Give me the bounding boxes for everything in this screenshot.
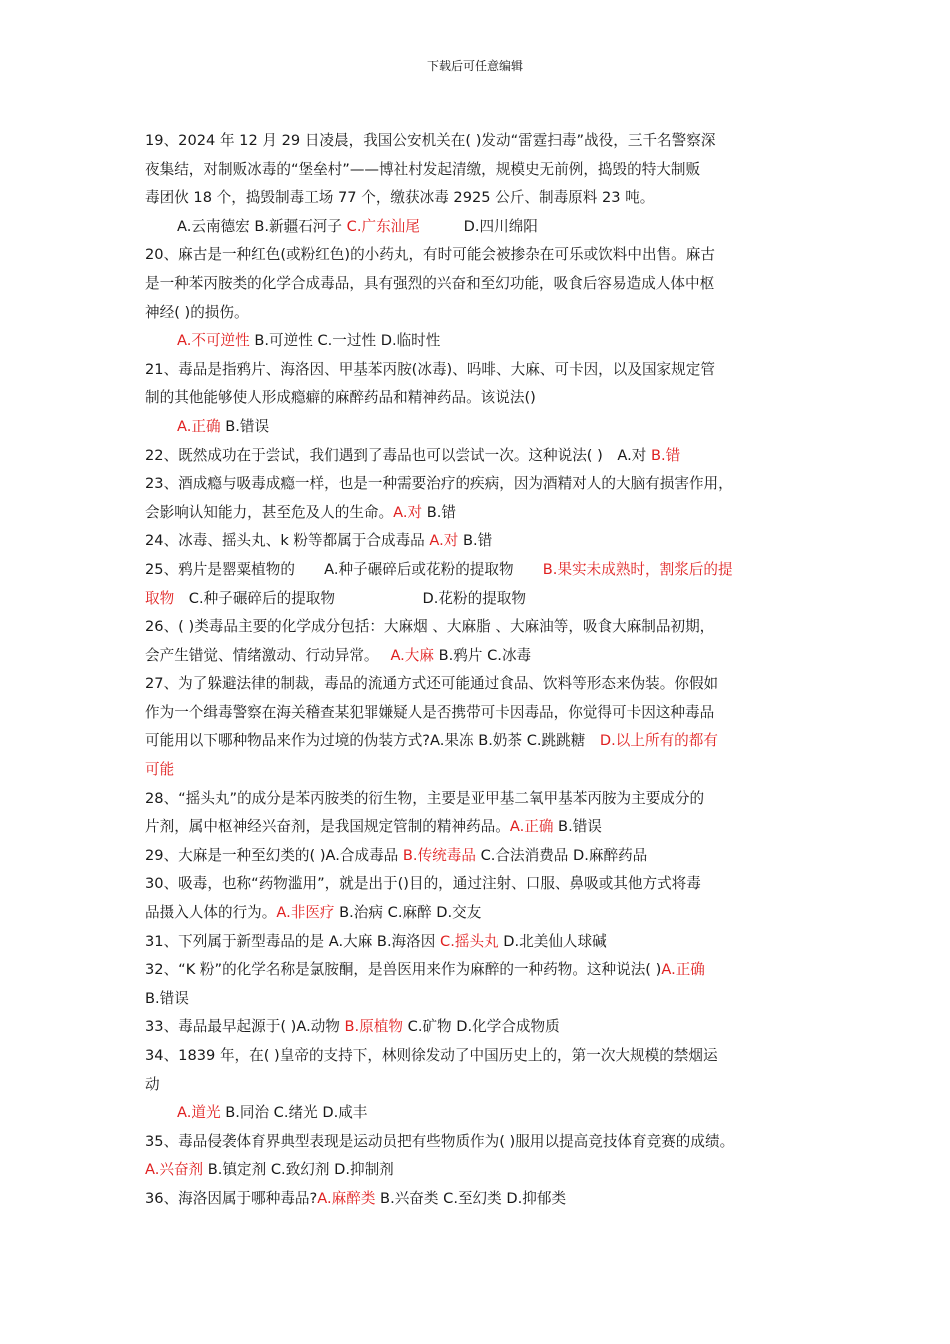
text-segment: B.同治 C.绪光 D.咸丰 [220,1104,368,1122]
text-segment: 35、毒品侵袭体育界典型表现是运动员把有些物质作为( )服用以提高竞技体育竞赛的成绩。 [145,1132,735,1150]
text-segment: B.错误 [553,818,602,836]
text-line [145,1042,817,1071]
text-line [145,1156,817,1185]
answer-highlight: 取物 [145,589,175,607]
text-segment: A.云南德宏 B.新疆石河子 [177,217,347,235]
text-line [145,699,817,728]
text-line [145,813,817,842]
text-segment: 36、海洛因属于哪种毒品? [145,1189,318,1207]
text-line [145,870,817,899]
answer-highlight: A.麻醉类 [317,1189,376,1207]
answer-highlight: C.广东汕尾 [346,217,420,235]
text-segment: B.镇定剂 C.致幻剂 D.抑制剂 [203,1161,394,1179]
text-line [145,899,817,928]
text-segment: 可能用以下哪种物品来作为过境的伪装方式?A.果冻 B.奶茶 C.跳跳糖 [145,732,600,750]
text-segment: 是一种苯丙胺类的化学合成毒品，具有强烈的兴奋和至幻功能，吸食后容易造成人体中枢 [145,274,715,292]
answer-highlight: 可能 [145,761,175,779]
text-line [145,785,817,814]
text-line [145,127,817,156]
text-segment: C.矿物 D.化学合成物质 [402,1018,560,1036]
text-line [145,299,817,328]
answer-highlight: B.传统毒品 [402,846,476,864]
text-line [145,1128,817,1157]
text-line [145,842,817,871]
text-line [145,442,817,471]
text-segment: D.四川绵阳 [419,217,538,235]
text-line [145,499,817,528]
text-segment: D.北美仙人球碱 [498,932,607,950]
text-segment: 19、2024 年 12 月 29 日凌晨，我国公安机关在( )发动“雷霆扫毒”战役，三千名警察深 [145,132,716,149]
answer-highlight: A.非医疗 [276,904,335,922]
text-segment: 32、“K 粉”的化学名称是氯胺酮，是兽医用来作为麻醉的一种药物。这种说法( ) [145,961,662,979]
text-segment: 30、吸毒，也称“药物滥用”，就是出于()目的，通过注射、口服、鼻吸或其他方式将毒 [145,875,701,893]
text-segment: 24、冰毒、摇头丸、k 粉等都属于合成毒品 [145,532,430,550]
answer-highlight: A.道光 [177,1104,221,1122]
text-line [145,670,817,699]
answer-highlight: A.正确 [509,818,554,836]
text-line [145,956,817,985]
answer-highlight: A.对 [429,532,459,550]
text-line [145,156,817,185]
text-line [145,985,817,1014]
text-line [145,1185,817,1214]
text-segment: 21、毒品是指鸦片、海洛因、甲基苯丙胺(冰毒)、吗啡、大麻、可卡因，以及国家规定管 [145,360,715,378]
text-line [145,613,817,642]
text-segment: 31、下列属于新型毒品的是 A.大麻 B.海洛因 [145,932,441,950]
text-segment: C.种子碾碎后的提取物 D.花粉的提取物 [174,589,526,607]
answer-highlight: D.以上所有的都有 [599,732,718,750]
answer-highlight: A.对 [393,503,423,521]
text-line [145,413,817,442]
text-segment: B.治病 C.麻醉 D.交友 [334,904,482,922]
text-segment: 25、鸦片是罂粟植物的 A.种子碾碎后或花粉的提取物 [145,560,543,578]
document-body [145,127,817,1214]
text-line [145,928,817,957]
text-line [145,1013,817,1042]
text-segment: 33、毒品最早起源于( )A.动物 [145,1018,345,1036]
text-line [145,270,817,299]
text-line [145,213,817,242]
text-line [145,184,817,213]
text-line [145,556,817,585]
text-segment: 作为一个缉毒警察在海关稽查某犯罪嫌疑人是否携带可卡因毒品，你觉得可卡因这种毒品 [145,703,715,721]
text-segment: B.错误 [220,417,270,435]
text-segment: B.兴奋类 C.至幻类 D.抑郁类 [375,1189,567,1207]
text-segment: 神经( )的损伤。 [145,303,249,321]
text-line [145,1099,817,1128]
text-segment: 26、( )类毒品主要的化学成分包括：大麻烟 、大麻脂 、大麻油等，吸食大麻制品初期， [145,618,715,636]
text-segment: 34、1839 年，在( )皇帝的支持下，林则徐发动了中国历史上的，第一次大规模的禁烟运 [145,1047,718,1064]
text-line [145,585,817,614]
text-line [145,642,817,671]
text-segment: B.错 [422,503,456,521]
text-segment: 23、酒成瘾与吸毒成瘾一样，也是一种需要治疗的疾病，因为酒精对人的大脑有损害作用， [145,475,733,493]
text-segment: 夜集结，对制贩冰毒的“堡垒村”——博社村发起清缴，规模史无前例，捣毁的特大制贩 [145,160,701,178]
answer-highlight: A.不可逆性 [177,332,250,350]
answer-highlight: A.正确 [177,417,221,435]
answer-highlight: B.原植物 [344,1018,403,1036]
text-segment: 制的其他能够使人形成瘾癖的麻醉药品和精神药品。该说法() [145,389,536,407]
text-line [145,527,817,556]
answer-highlight: A.兴奋剂 [145,1161,204,1179]
text-segment: 22、既然成功在于尝试，我们遇到了毒品也可以尝试一次。这种说法( ) A.对 [145,446,652,464]
text-segment: 28、“摇头丸”的成分是苯丙胺类的衍生物，主要是亚甲基二氧甲基苯丙胺为主要成分的 [145,789,705,807]
text-segment: 20、麻古是一种红色(或粉红色)的小药丸，有时可能会被掺杂在可乐或饮料中出售。麻古 [145,246,715,264]
text-line [145,1071,817,1100]
text-line [145,470,817,499]
text-segment: 动 [145,1075,160,1093]
text-segment: B.鸦片 C.冰毒 [434,646,532,664]
text-segment: 会影响认知能力，甚至危及人的生命。 [145,503,394,521]
text-segment: 27、为了躲避法律的制裁，毒品的流通方式还可能通过食品、饮料等形态来伪装。你假如 [145,675,719,693]
text-segment: B.错误 [145,989,189,1007]
answer-highlight: C.摇头丸 [440,932,499,950]
page-header: 下载后可任意编辑 [426,59,523,73]
answer-highlight: A.正确 [661,961,705,979]
text-line [145,384,817,413]
text-segment: 品摄入人体的行为。 [145,904,277,922]
text-line [145,241,817,270]
text-segment: 毒团伙 18 个，捣毁制毒工场 77 个，缴获冰毒 2925 公斤、制毒原料 23 吨。 [145,189,655,207]
answer-highlight: B.错 [651,446,681,464]
text-segment: C.合法消费品 D.麻醉药品 [475,846,648,864]
answer-highlight: B.果实未成熟时，割浆后的提 [542,560,733,578]
text-segment: 片剂，属中枢神经兴奋剂，是我国规定管制的精神药品。 [145,818,510,836]
text-segment: B.可逆性 C.一过性 D.临时性 [249,332,441,350]
text-line [145,327,817,356]
text-line [145,356,817,385]
text-segment: 29、大麻是一种至幻类的( )A.合成毒品 [145,846,403,864]
text-line [145,756,817,785]
answer-highlight: A.大麻 [390,646,434,664]
text-segment: B.错 [458,532,493,550]
text-segment: 会产生错觉、情绪激动、行动异常。 [145,646,391,664]
text-line [145,727,817,756]
